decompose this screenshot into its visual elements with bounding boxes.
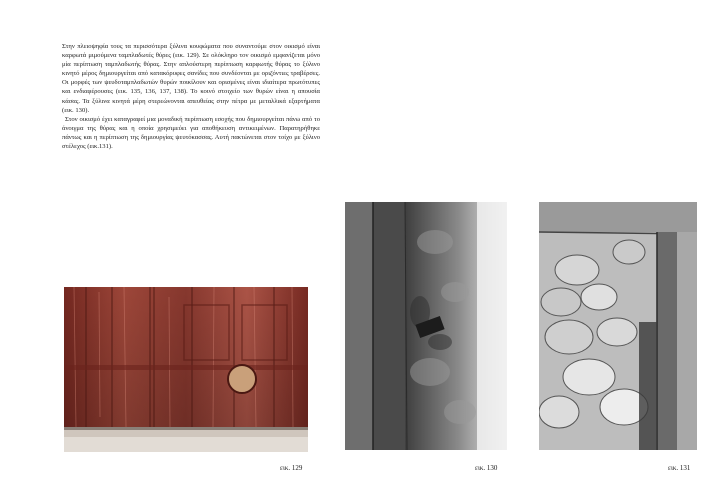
photo-red-door <box>64 287 308 452</box>
paragraph-2: Στον οικισμό έχει καταγραφεί μια μοναδική περίπτωση εσοχής που δημιουργείται πάνω από το άνοιγμα της θύρας και η οποία χρησιμεύει για αποθήκευση αντικειμένων. Παρατηρήθηκε πάντως και η περίπτωση της δημιουργίας ψευτόκασσας. Αυτή πακτώνεται στον τοίχο με ξύλινο στέλεχος (εικ.131). <box>62 115 320 151</box>
caption-131: εικ. 131 <box>668 464 691 472</box>
body-text <box>62 42 320 151</box>
caption-129: εικ. 129 <box>280 464 303 472</box>
photo-stone-hinge <box>345 202 507 450</box>
paragraph-1: Στην πλειοψηφία τους τα περισσότερα ξύλινα κουφώματα που συναντούμε στον οικισμό είναι καρφωτά μιμούμενα ταμπλαδωτές θύρες (εικ. 129). Σε ολόκληρο τον οικισμό εμφανίζεται μόνο μία περίπτωση ταμπλαδωτής θύρας. Στην απλούστερη περίπτωση καρφωτής θύρας το ξύλινο κινητό μέρος δημιουργείται από κατακόρυφες σανίδες που συνδέονται με οριζόντιες τραβέρσες. Οι μορφές των ψευδοταμπλαδωτών θυρών ποικίλουν και ορισμένες είναι ιδιαίτερα πρωτότυπες και ενδιαφέρουσες (εικ. 135, 136, 137, 138). Το κοινό στοιχείο των θυρών είναι η απουσία κάσας. Τα ξύλινα κινητά μέρη στερεώνονται απευθείας στην πέτρα με μεταλλικά εξαρτήματα (εικ. 130). <box>62 43 320 114</box>
photo-stone-frame <box>539 202 697 450</box>
caption-130: εικ. 130 <box>475 464 498 472</box>
